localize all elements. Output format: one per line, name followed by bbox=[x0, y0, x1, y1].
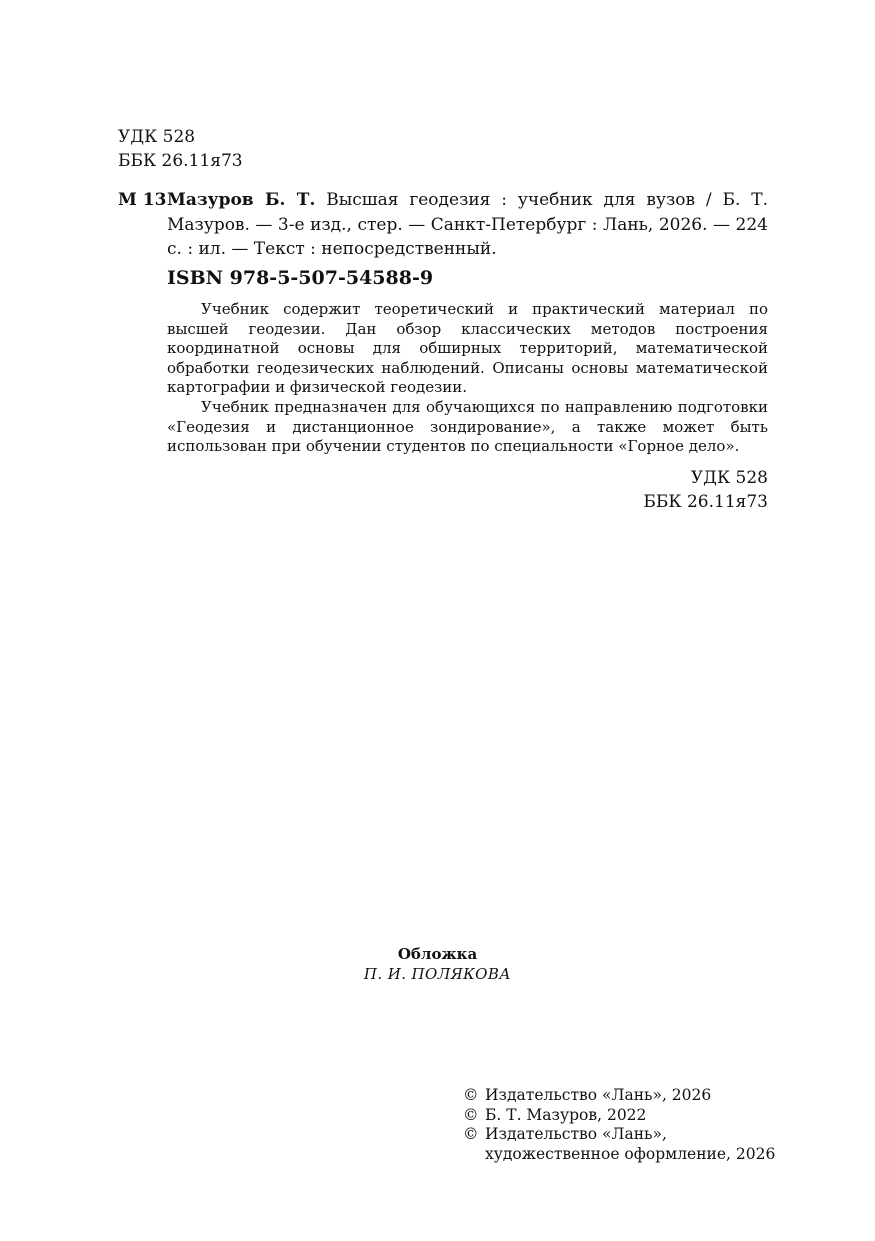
udk-code: УДК 528 bbox=[118, 127, 196, 147]
isbn: ISBN 978-5-507-54588-9 bbox=[167, 267, 434, 289]
annotation-paragraph: Учебник содержит теоретический и практический материал по высшей геодезии. Дан обзор классических методов построения координатной основы для обширных территорий, математической обработки геодезических наблюдений. Описаны основы математической картографии и физической геодезии. bbox=[167, 300, 768, 397]
udk-code: УДК 528 bbox=[690, 468, 768, 488]
cover-credit bbox=[0, 944, 875, 984]
copyright-text: Издательство «Лань», 2026 bbox=[485, 1086, 712, 1104]
copyright-icon: © bbox=[463, 1125, 479, 1143]
copyright-line bbox=[463, 1086, 775, 1106]
bbk-code: ББК 26.11я73 bbox=[643, 492, 768, 512]
copyright-icon: © bbox=[463, 1086, 479, 1104]
cover-heading: Обложка bbox=[397, 945, 478, 963]
classification-codes-bottom bbox=[643, 466, 768, 514]
copyright-text: Б. Т. Мазуров, 2022 bbox=[485, 1105, 647, 1124]
annotation-paragraph: Учебник предназначен для обучающихся по направлению подготовки «Геодезия и дистанционное зондирование», а также может быть использован при обучении студентов по специальности «Горное дело». bbox=[167, 397, 768, 456]
copyright-line bbox=[463, 1125, 775, 1145]
copyright-text: Издательство «Лань», bbox=[485, 1125, 667, 1143]
copyright-block bbox=[463, 1086, 775, 1164]
copyright-line bbox=[463, 1145, 775, 1165]
cover-designer-name: П. И. ПОЛЯКОВА bbox=[363, 965, 512, 983]
classification-codes-top bbox=[118, 125, 243, 173]
copyright-continuation: художественное оформление, 2026 bbox=[485, 1144, 776, 1163]
bibliographic-record bbox=[167, 188, 768, 262]
biblio-author: Мазуров Б. Т. bbox=[167, 190, 316, 210]
bbk-code: ББК 26.11я73 bbox=[118, 151, 243, 171]
annotation bbox=[167, 300, 768, 457]
copyright-line bbox=[463, 1106, 775, 1126]
author-mark: М 13 bbox=[118, 190, 167, 210]
copyright-icon: © bbox=[463, 1105, 479, 1124]
biblio-description: Высшая геодезия : учебник для вузов / Б. Т. Мазуров. — 3-е изд., стер. — Санкт-Петербург : Лань, 2026. — 224 с. : ил. — Текст : непосредственный. bbox=[167, 190, 769, 259]
